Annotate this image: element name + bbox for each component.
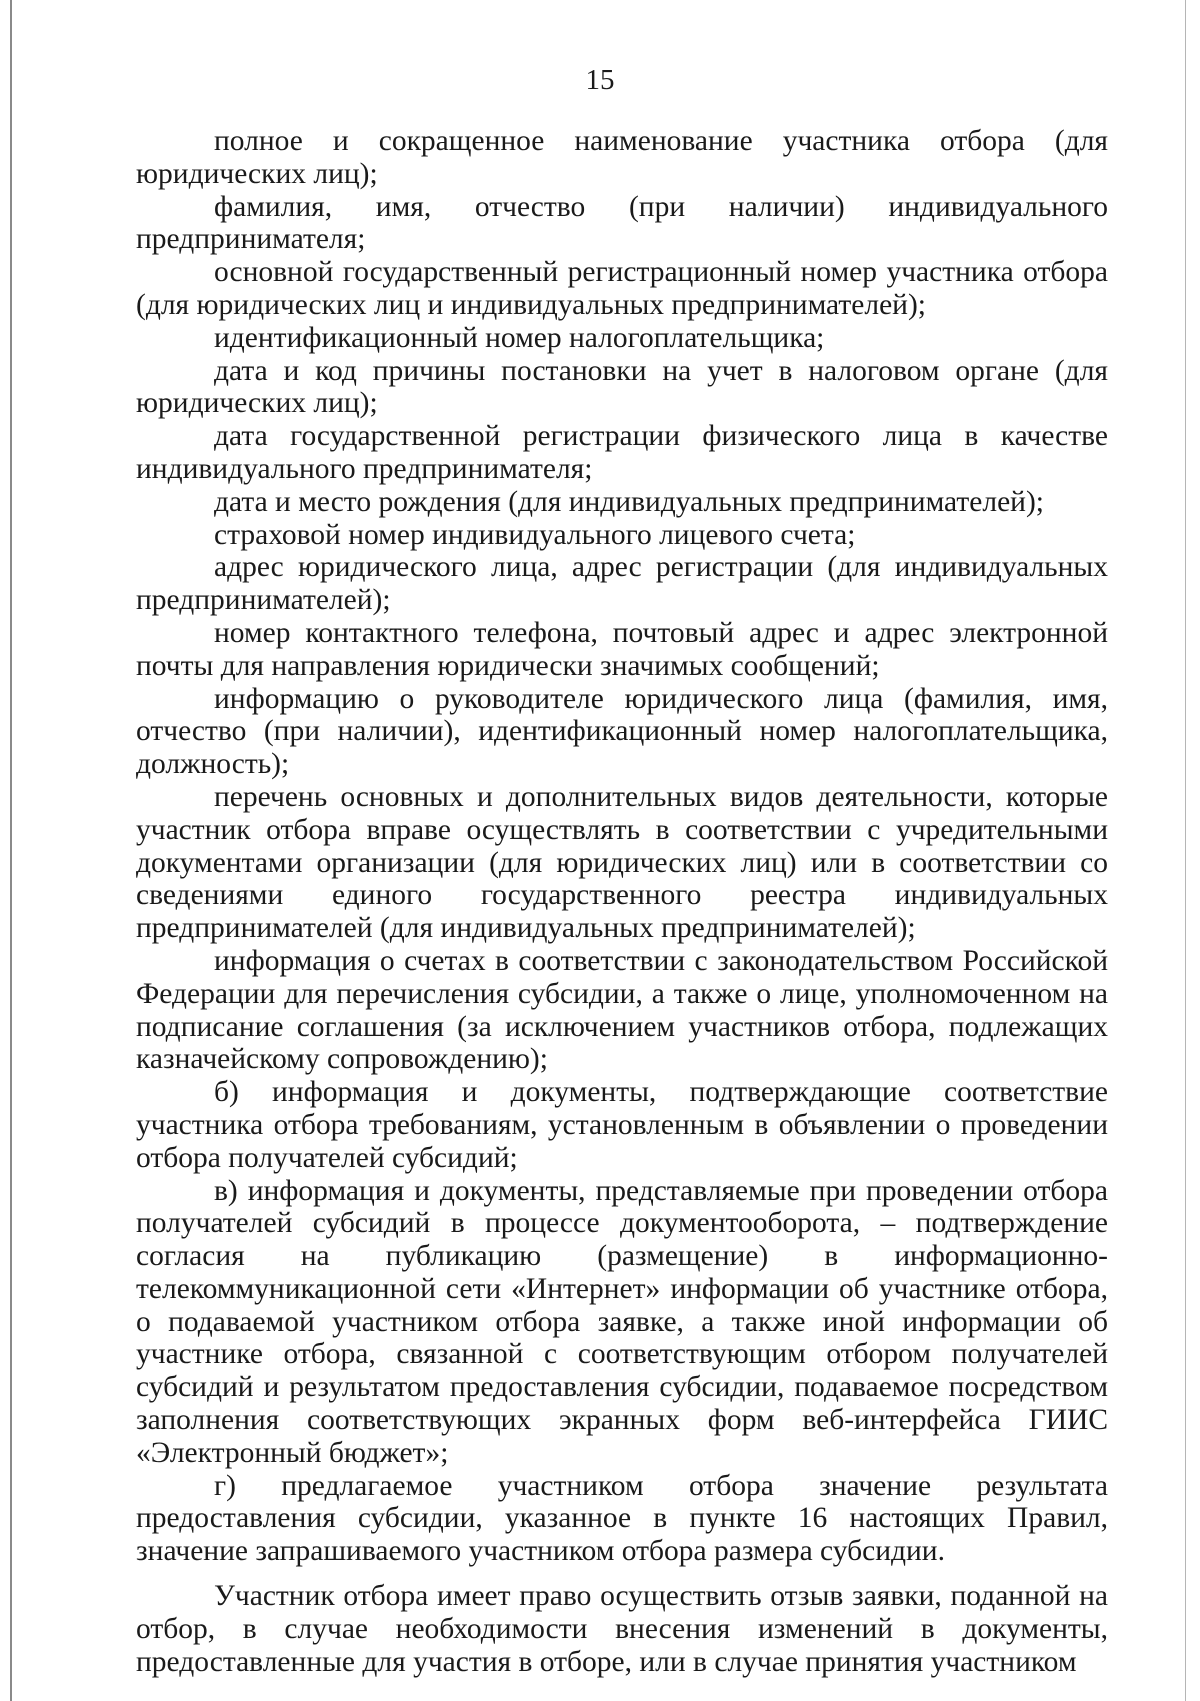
paragraph-accounts-info: информация о счетах в соответствии с законодательством Российской Федерации для перечисления субсидии, а также о лице, уполномоченном на подписание соглашения (за исключением участников отбора, подлежащих казначейскому сопровождению); <box>136 944 1108 1076</box>
paragraph-ogrn: основной государственный регистрационный номер участника отбора (для юридических лиц и индивидуальных предпринимателей); <box>136 256 1108 321</box>
paragraph-application-withdrawal: Участник отбора имеет право осуществить отзыв заявки, поданной на отбор, в случае необходимости внесения изменений в документы, предоставленные для участия в отборе, или в случае принятия участником <box>136 1580 1108 1678</box>
paragraph-legal-name: полное и сокращенное наименование участника отбора (для юридических лиц); <box>136 125 1108 190</box>
paragraph-activity-types: перечень основных и дополнительных видов деятельности, которые участник отбора вправе осуществлять в соответствии с учредительными документами организации (для юридических лиц) или в соответствии со сведениями единого государственного реестра индивидуальных предпринимателей (для индивидуальных предпринимателей); <box>136 780 1108 945</box>
paragraph-head-info: информацию о руководителе юридического лица (фамилия, имя, отчество (при наличии), идентификационный номер налогоплательщика, должность); <box>136 682 1108 781</box>
paragraph-inn: идентификационный номер налогоплательщика; <box>214 321 825 354</box>
paragraph-entrepreneur-name: фамилия, имя, отчество (при наличии) индивидуального предпринимателя; <box>136 190 1108 256</box>
paragraph-contacts: номер контактного телефона, почтовый адрес и адрес электронной почты для направления юридически значимых сообщений; <box>136 616 1108 682</box>
paragraph-birth-date-place: дата и место рождения (для индивидуальных предпринимателей); <box>214 485 1044 518</box>
paragraph-address: адрес юридического лица, адрес регистрации (для индивидуальных предпринимателей); <box>136 551 1108 617</box>
paragraph-item-b: б) информация и документы, подтверждающие соответствие участника отбора требованиям, установленным в объявлении о проведении отбора получателей субсидий; <box>136 1076 1108 1174</box>
paragraph-item-v: в) информация и документы, представляемые при проведении отбора получателей субсидий в процессе документооборота, – подтверждение согласия на публикацию (размещение) в информационно-телекоммуникационной сети «Интернет» информации об участнике отбора, о подаваемой участником отбора заявке, а также иной информации об участнике отбора, связанной с соответствующим отбором получателей субсидий и результатом предоставления субсидии, подаваемое посредством заполнения соответствующих экранных форм веб-интерфейса ГИИС «Электронный бюджет»; <box>136 1174 1108 1469</box>
document-body <box>136 125 1108 1678</box>
page-number: 15 <box>585 64 615 96</box>
paragraph-kpp: дата и код причины постановки на учет в налоговом органе (для юридических лиц); <box>136 354 1108 420</box>
paragraph-registration-date: дата государственной регистрации физического лица в качестве индивидуального предпринимателя; <box>136 420 1108 485</box>
paragraph-snils: страховой номер индивидуального лицевого счета; <box>214 518 856 551</box>
scan-left-edge <box>10 0 12 1701</box>
paragraph-item-g: г) предлагаемое участником отбора значение результата предоставления субсидии, указанное в пункте 16 настоящих Правил, значение запрашиваемого участником отбора размера субсидии. <box>136 1469 1108 1568</box>
scan-right-edge <box>1185 0 1186 1701</box>
